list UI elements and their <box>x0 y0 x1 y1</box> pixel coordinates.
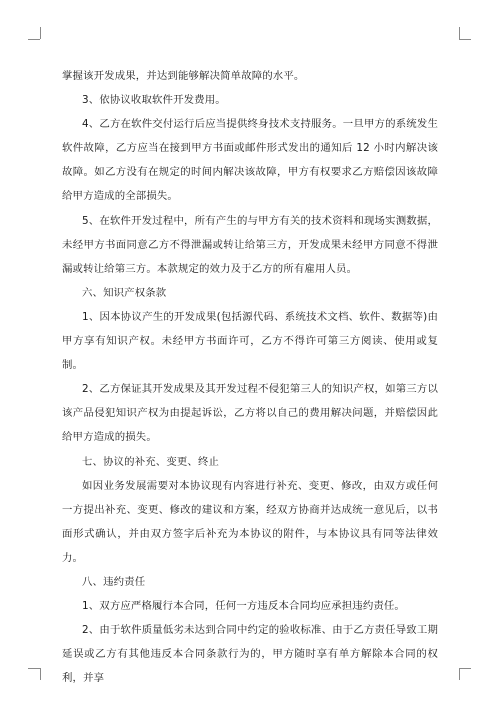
document-body <box>62 64 438 690</box>
section-heading-ip: 六、知识产权条款 <box>82 286 167 299</box>
paragraph-ip-1: 1、因本协议产生的开发成果(包括源代码、系统技术文档、软件、数据等)由甲方享有知识产权。未经甲方书面许可，乙方不得许可第三方阅读、使用或复制。 <box>62 310 438 372</box>
paragraph-clause-3: 3、依协议收取软件开发费用。 <box>82 94 226 107</box>
paragraph-ip-2: 2、乙方保证其开发成果及其开发过程不侵犯第三人的知识产权，如第三方以该产品侵犯知识产权为由提起诉讼，乙方将以自己的费用解决问题，并赔偿因此给甲方造成的损失。 <box>62 383 438 444</box>
paragraph-liability-2: 2、由于软件质量低劣未达到合同中约定的验收标准、由于乙方责任导致工期延误或乙方有其他违反本合同条款行为的，甲方随时享有单方解除本合同的权利，并享 <box>62 624 438 685</box>
paragraph-clause-5: 5、在软件开发过程中，所有产生的与甲方有关的技术资料和现场实测数据，未经甲方书面同意乙方不得泄漏或转让给第三方，开发成果未经甲方同意不得泄漏或转让给第三方。本款规定的效力及于乙方的所有雇用人员。 <box>62 214 438 275</box>
crop-mark-top-left-h <box>28 39 40 40</box>
crop-mark-bottom-left-v <box>40 668 41 680</box>
crop-mark-top-right-h <box>459 39 471 40</box>
crop-mark-bottom-right-h <box>459 668 471 669</box>
crop-mark-top-left-v <box>40 27 41 39</box>
crop-mark-bottom-right-v <box>459 668 460 680</box>
section-heading-amendment: 七、协议的补充、变更、终止 <box>82 455 220 468</box>
section-heading-liability: 八、违约责任 <box>82 575 146 588</box>
paragraph-continuation: 掌握该开发成果，并达到能够解决简单故障的水平。 <box>62 70 305 82</box>
paragraph-liability-1: 1、双方应严格履行本合同，任何一方违反本合同均应承担违约责任。 <box>82 600 405 613</box>
crop-mark-bottom-left-h <box>28 668 40 669</box>
paragraph-amendment: 如因业务发展需要对本协议现有内容进行补充、变更、修改，由双方或任何一方提出补充、变更、修改的建议和方案，经双方协商并达成统一意见后，以书面形式确认，并由双方签字后补充为本协议的附件，与本协议具有同等法律效力。 <box>62 479 438 564</box>
crop-mark-top-right-v <box>459 27 460 39</box>
paragraph-clause-4: 4、乙方在软件交付运行后应当提供终身技术支持服务。一旦甲方的系统发生软件故障，乙方应当在接到甲方书面或邮件形式发出的通知后 12 小时内解决该故障。如乙方没有在规定的时间内解决该故障，甲方有权要求乙方赔偿因该故障给甲方造成的全部损失。 <box>62 118 438 203</box>
